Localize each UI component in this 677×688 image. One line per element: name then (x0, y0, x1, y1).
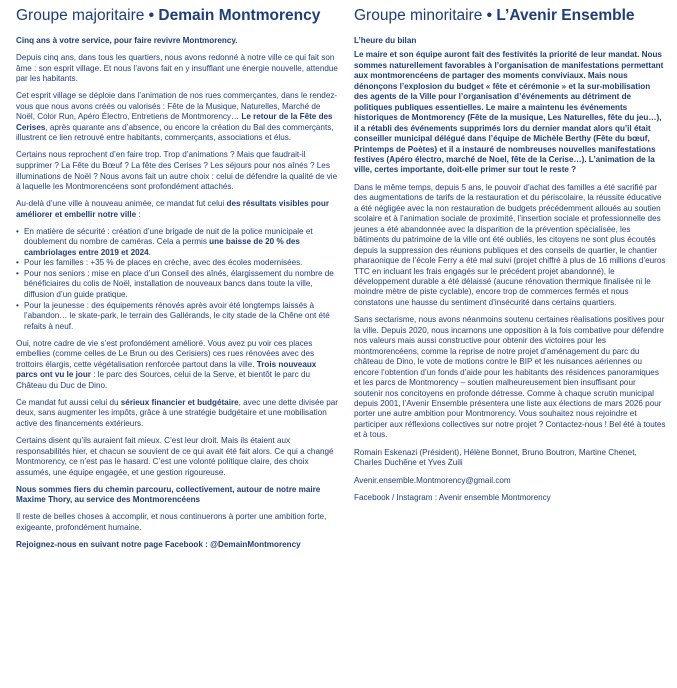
majority-group-label: Groupe majoritaire (16, 7, 145, 24)
majority-paragraph: Il reste de belles choses à accomplir, et nous continuerons à porter une ambition forte, exigeante, profondément humaine. (16, 512, 327, 532)
majority-group-heading (16, 6, 338, 26)
list-item: • En matière de sécurité : création d’une brigade de nuit de la police municipale et doublement du nombre de caméras. Cela a permis une baisse de 20 % des cambriolages entre 2019 et 2024. (16, 227, 338, 259)
majority-paragraph: Certains disent qu’ils auraient fait mieux. C’est leur droit. Mais ils étaient aux responsabilités hier, et chacun se souvient de ce qui avait été fait alors. Ce qui a changé Montmorency, ce n’est pas le hasard. C’est une volonté politique claire, des choix assumés, une équipe engagée, et une gestion rigoureuse. (16, 436, 334, 477)
majority-paragraph: Au-delà d’une ville à nouveau animée, ce mandat fut celui des résultats visibles pour améliorer et embellir notre ville : (16, 199, 329, 219)
majority-group-name: Demain Montmorency (158, 7, 321, 24)
majority-paragraph: Certains nous reprochent d’en faire trop. Trop d’animations ? Mais que faudrait-il supprimer ? La Fête du Bœuf ? La fête des Cerises ? Les séjours pour nos aînés ? Les illuminations de Noël ? Nous avons fait un autre choix : celui de défendre la qualité de vie à laquelle les Montmorencéens sont profondément attachés. (16, 150, 338, 192)
majority-intro: Cinq ans à votre service, pour faire revivre Montmorency. (16, 36, 238, 45)
facebook-call-to-action: Rejoignez-nous en suivant notre page Facebook : @DemainMontmorency (16, 539, 301, 549)
list-item: • Pour la jeunesse : des équipements rénovés après avoir été longtemps laissés à l’abandon… le skate-park, le terrain des Gallérands, le city stade de la Chêne ont été refaits à neuf. (16, 301, 338, 333)
signatories: Romain Eskenazi (Président), Hélène Bonnet, Bruno Boutron, Martine Chenet, Charles Duchêne et Yves Zuili (354, 447, 637, 468)
minority-group-name: L’Avenir Ensemble (496, 7, 635, 24)
contact-email: Avenir.ensemble.Montmorency@gmail.com (354, 475, 511, 485)
minority-paragraph: Dans le même temps, depuis 5 ans, le pouvoir d’achat des familles a été sacrifié par des augmentations de tarifs de la restauration et du périscolaire, la réussite éducative a été négligée avec la non restauration de budgets précédemment alloués au soutien scolaire et à l’animation sociale de proximité, l’insertion sociale et professionnelle des jeunes a été abandonnée avec la disparition de la prévention spécialisée, les bâtiments du patrimoine de la ville ont été oubliés, les citoyens ne sont plus écoutés depuis la suppression des réunions publiques et des conseils de quartier, le chantier pharaonique de l’école Ferry a été mal suivi (projet chiffré à plus de 16 millions d’euros TTC en incluant les frais engagés sur le précédent projet abandonné), le développement durable a été délaissé (aucune rénovation thermique finalisée ni le moindre mètre de piste cyclable), encore trop de commerces fermés et nous constatons une hausse du sentiment d’insécurité dans certains quartiers. (354, 182, 666, 307)
majority-paragraph: Depuis cinq ans, dans tous les quartiers, nous avons redonné à notre ville ce qui fait son âme : son esprit village. Et nous l’avons fait en y insufflant une énergie nouvelle, attendue par les habitants. (16, 53, 338, 84)
majority-group-column (16, 6, 338, 550)
list-item: • Pour les familles : +35 % de places en crèche, avec des écoles modernisées. (16, 258, 338, 269)
heading-separator: • (144, 7, 159, 24)
majority-closing-bold: Nous sommes fiers du chemin parcouru, collectivement, autour de notre maire Maxime Thory, au service des Montmorencéens (16, 484, 321, 505)
majority-paragraph: Oui, notre cadre de vie s’est profondément amélioré. Vous avez pu voir ces places embellies (comme celles de Le Brun ou des Cerisiers) ces rues rénovées avec des trottoirs élargis, cette végétalisation renforcée partout dans la ville. Trois nouveaux parcs ont vu le jour : le parc des Sources, celui de la Serve, et bientôt le parc du Château du Duc de Dino. (16, 338, 317, 390)
minority-subheading: L’heure du bilan (354, 36, 417, 45)
minority-group-label: Groupe minoritaire (354, 7, 483, 24)
majority-paragraph: Cet esprit village se déploie dans l’animation de nos rues commerçantes, dans le rendez-vous que nous avons créés ou valorisés : Fête de la Musique, Naturelles, Marché de Noël, Color Run, Apéro Électro, Entretiens de Montmorency… Le retour de la Fête des Cerises, après quarante ans d’absence, ou encore la création du Bal des commerçants, illustrent ce lien retrouvé entre habitants, commerçants, associations et élus. (16, 91, 338, 143)
list-item: • Pour nos seniors : mise en place d’un Conseil des aînés, élargissement du nombre de bénéficiaires du colis de Noël, installation de nouveaux bancs dans toute la ville, diffusion d’un guide pratique. (16, 269, 338, 301)
highlight-text: une baisse de 20 % des cambriolages entre 2019 et 2024 (24, 237, 300, 257)
minority-paragraph: Sans sectarisme, nous avons néanmoins soutenu certaines réalisations positives pour la ville. Depuis 2020, nous incarnons une opposition à la fois combative pour défendre nos valeurs mais aussi constructive pour obtenir des victoires pour les montmorencéens, comme la reprise de notre projet d’aménagement du parc du château de Dino, le vote de motions contre le BIP et les nuisances aériennes ou encore l’obtention d’un fonds d’aide pour les habitants des résidences panoramiques et les parcs de Montmorency – soutien malheureusement bien insuffisant pour soutenir nos concitoyens en profonde détresse. Comme à chaque scrutin municipal depuis 2001, l’Avenir Ensemble présentera une liste aux élections de mars 2026 pour porter une autre ambition pour Montmorency. Vous souhaitez nous rejoindre et participer aux réflexions collectives sur notre projet ? Contactez-nous ! Bel été à toutes et à tous. (354, 315, 666, 440)
minority-bold-paragraph: Le maire et son équipe auront fait des festivités la priorité de leur mandat. Nous sommes naturellement favorables à l’organisation de manifestations permettant aux montmorencéens de partager des moments conviviaux. Mais nous dénonçons l’explosion du budget « fête et cérémonie » et la sur-mobilisation des agents de la Ville pour l’organisation d’événements au détriment de politiques publiques essentielles. Le maire a maintenu les événements historiques de Montmorency (Fête de la musique, Les Naturelles, fête du jeu…), il a rétabli des événements supprimés lors du dernier mandat alors qu’il était conseiller municipal délégué dans l’équipe de Michèle Berthy (Fête du bœuf, Printemps de Poètes) et il a instauré de nombreuses nouvelles manifestations festives (Apéro électro, marché de Noel, fête de la Cerise…). L’animation de la ville, certes importante, doit-elle primer sur tout le reste ? (354, 50, 664, 175)
highlight-text: Trois nouveaux parcs ont vu le jour (16, 359, 317, 380)
highlight-text: sérieux financier et budgétaire (120, 397, 239, 407)
heading-separator: • (482, 7, 497, 24)
highlight-text: des résultats visibles pour améliorer et embellir notre ville (16, 199, 329, 219)
highlight-text: Le retour de la Fête des Cerises (16, 112, 333, 132)
achievements-list (16, 227, 338, 332)
majority-paragraph: Ce mandat fut aussi celui du sérieux financier et budgétaire, avec une dette divisée par deux, sans augmenter les impôts, grâce à une stratégie budgétaire et une mobilisation active des financements extérieurs. (16, 397, 339, 428)
minority-group-heading (354, 6, 666, 26)
minority-group-column (354, 6, 666, 504)
social-media-line: Facebook / Instagram : Avenir ensemble Montmorency (354, 493, 551, 503)
